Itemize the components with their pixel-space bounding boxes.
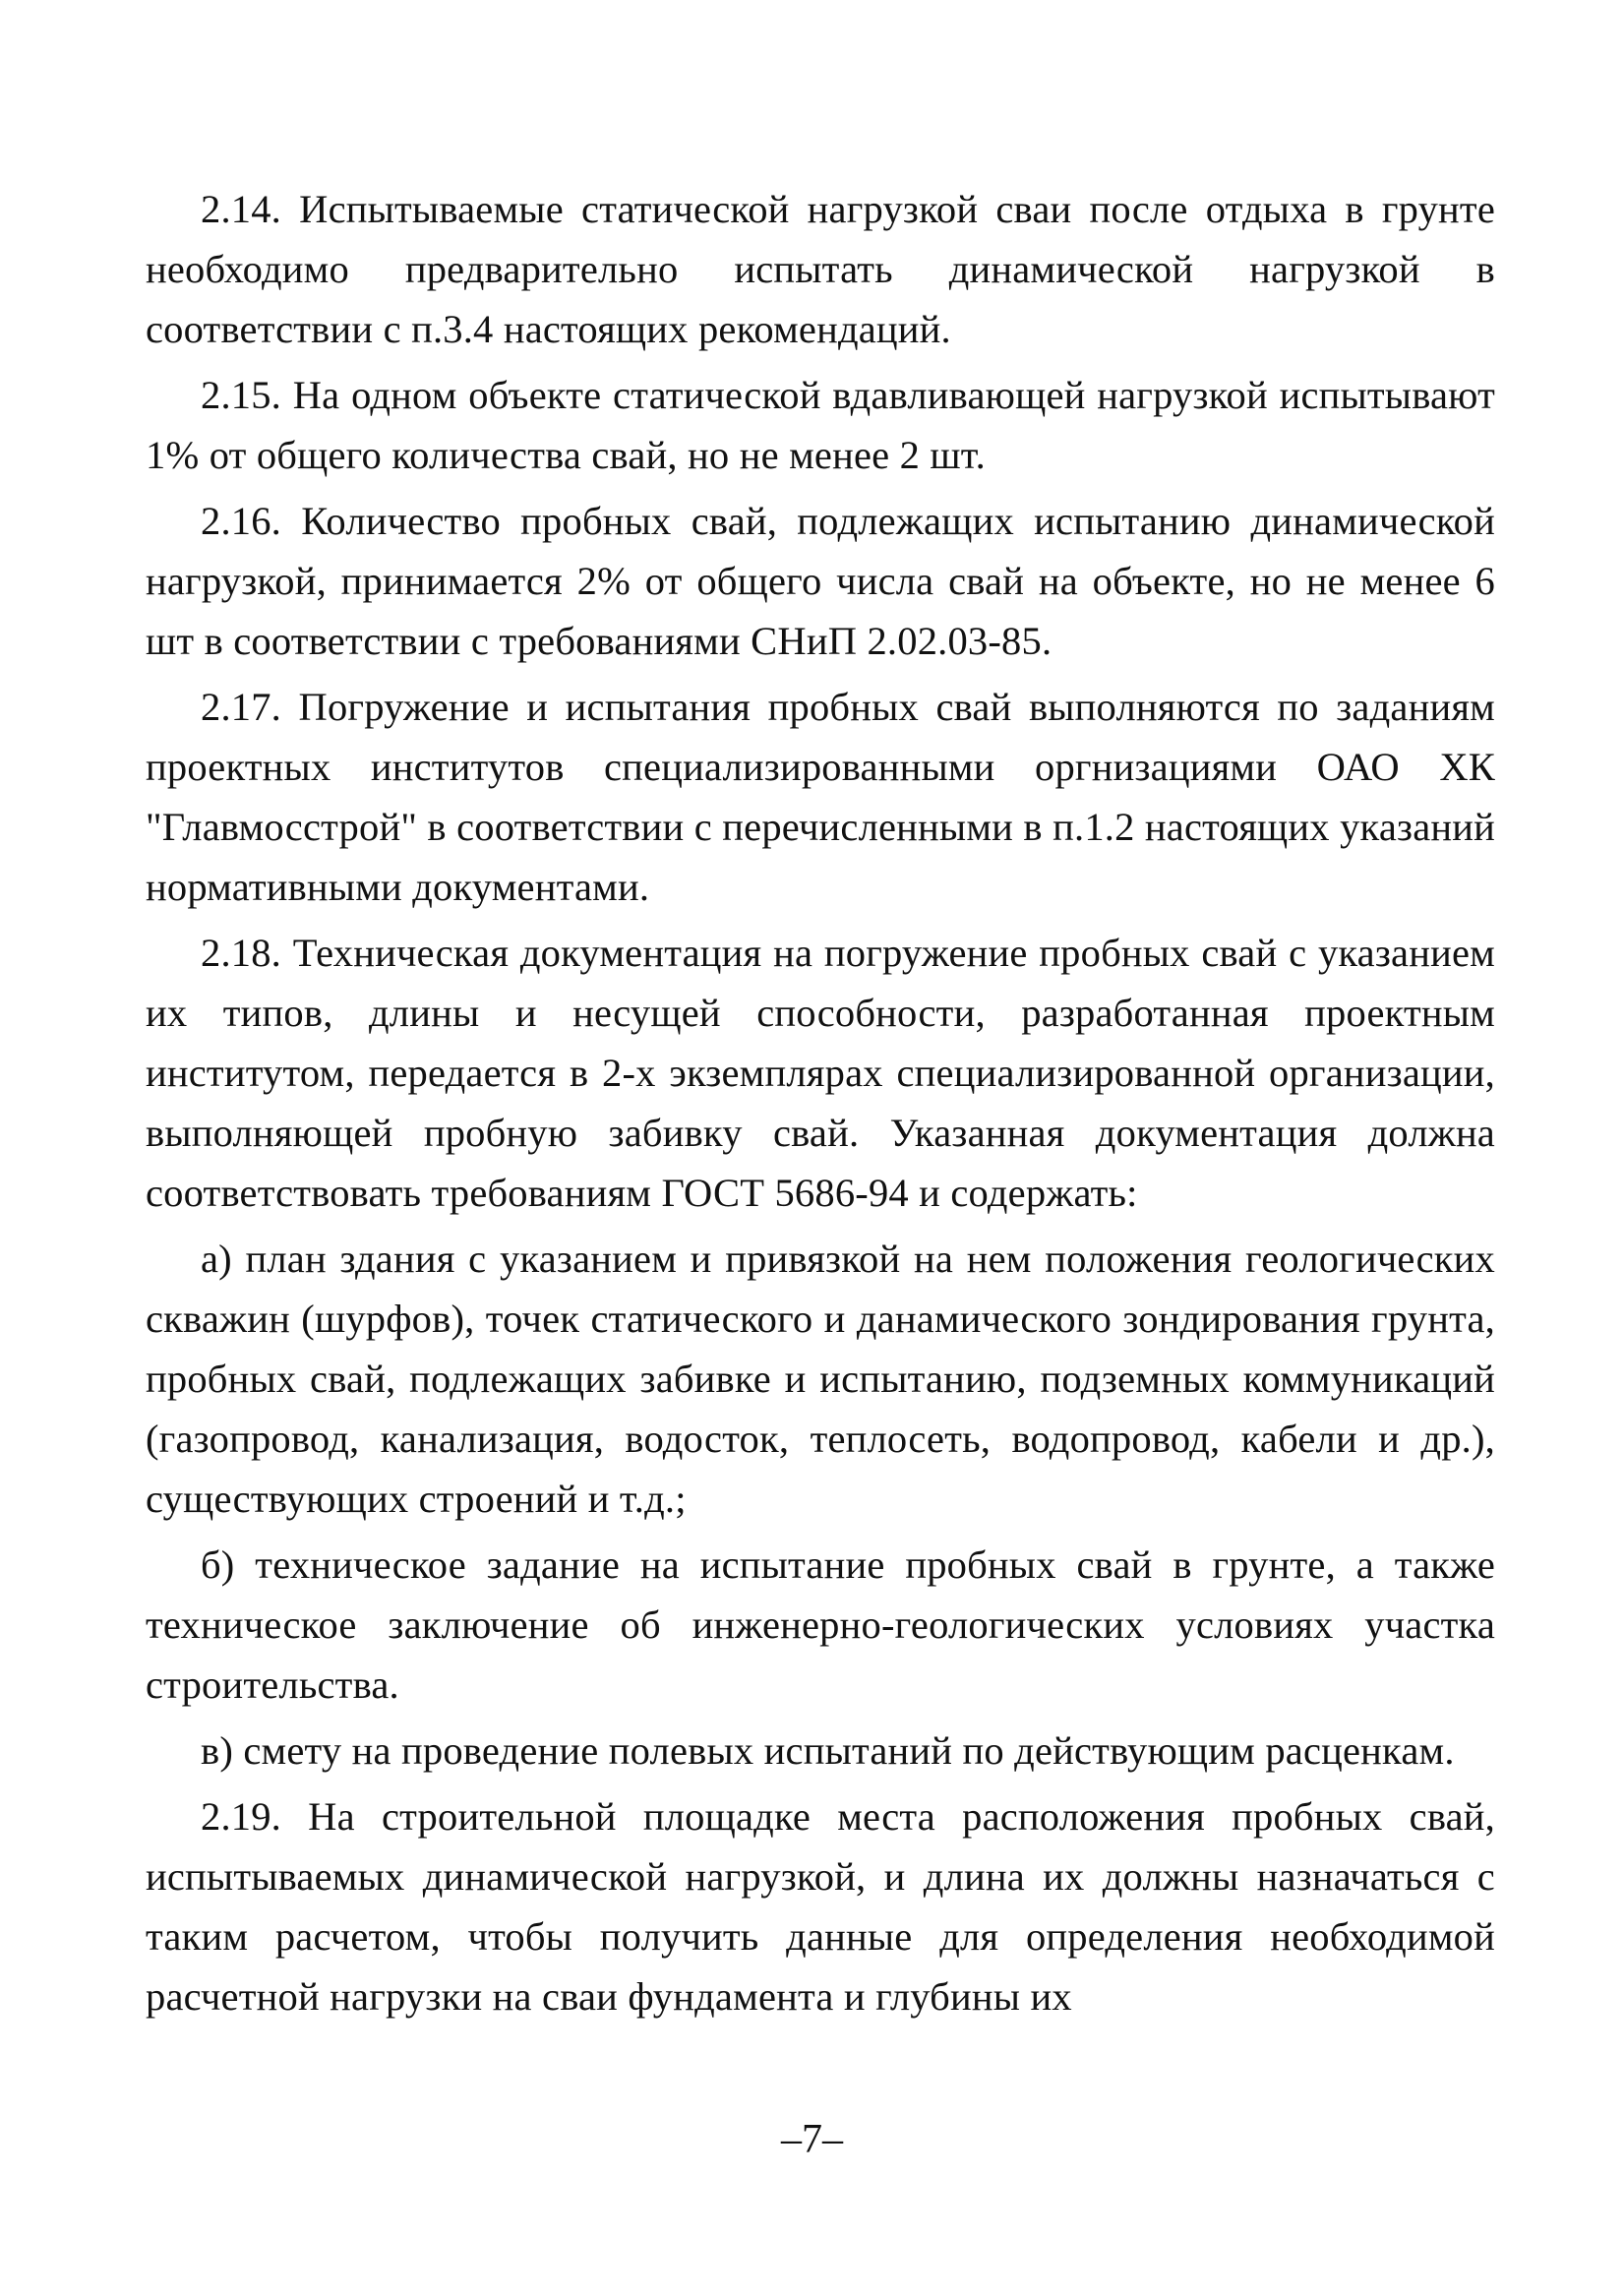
- paragraph-2-15: 2.15. На одном объекте статической вдавливающей нагрузкой испытывают 1% от общего количества свай, но не менее 2 шт.: [146, 373, 1495, 477]
- paragraph-2-17: 2.17. Погружение и испытания пробных свай выполняются по заданиям проектных институтов специализированными оргнизациями ОАО ХК "Главмосстрой" в соответствии с перечисленными в п.1.2 настоящих указаний нормативными документами.: [146, 685, 1495, 909]
- list-item-b: б) техническое задание на испытание пробных свай в грунте, а также техническое заключение об инженерно-геологических условиях участка строительства.: [146, 1542, 1495, 1707]
- page-number: –7–: [781, 2117, 843, 2162]
- list-item-v: в) смету на проведение полевых испытаний по действующим расценкам.: [201, 1728, 1455, 1773]
- paragraph-2-18: 2.18. Техническая документация на погружение пробных свай с указанием их типов, длины и несущей способности, разработанная проектным институтом, передается в 2-х экземплярах специализированной организации, выполняющей пробную забивку свай. Указанная документация должна соответствовать требованиям ГОСТ 5686-94 и содержать:: [146, 931, 1495, 1215]
- paragraph-2-16: 2.16. Количество пробных свай, подлежащих испытанию динамической нагрузкой, принимается 2% от общего числа свай на объекте, но не менее 6 шт в соответствии с требованиями СНиП 2.02.03-85.: [146, 499, 1495, 663]
- list-item-a: а) план здания с указанием и привязкой на нем положения геологических скважин (шурфов), точек статического и данамического зондирования грунта, пробных свай, подлежащих забивке и испытанию, подземных коммуникаций (газопровод, канализация, водосток, теплосеть, водопровод, кабели и др.), существующих строений и т.д.;: [146, 1237, 1495, 1521]
- document-page: [146, 179, 1495, 2026]
- paragraph-2-14: 2.14. Испытываемые статической нагрузкой сваи после отдыха в грунте необходимо предварительно испытать динамической нагрузкой в соответствии с п.3.4 настоящих рекомендаций.: [146, 187, 1495, 351]
- paragraph-2-19: 2.19. На строительной площадке места расположения пробных свай, испытываемых динамической нагрузкой, и длина их должны назначаться с таким расчетом, чтобы получить данные для определения необходимой расчетной нагрузки на сваи фундамента и глубины их: [146, 1794, 1495, 2019]
